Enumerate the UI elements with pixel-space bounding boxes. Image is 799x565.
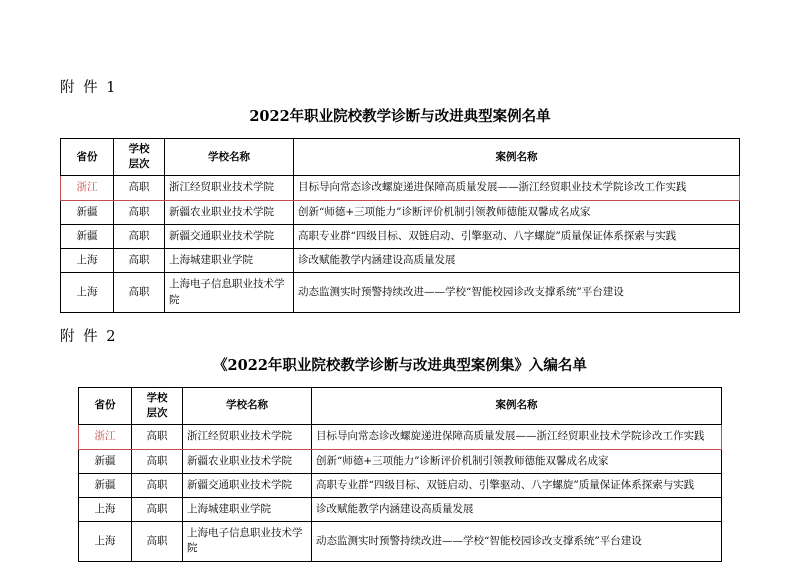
cell-province: 新疆 — [61, 200, 114, 224]
cell-province — [61, 176, 114, 200]
cell-level: 高职 — [114, 200, 165, 224]
column-header-province: 省份 — [61, 139, 114, 176]
column-header-province: 省份 — [79, 387, 132, 424]
cell-level: 高职 — [114, 249, 165, 273]
cell-school: 上海城建职业学院 — [165, 249, 294, 273]
cell-province: 上海 — [79, 497, 132, 521]
attachment-1-title: 2022年职业院校教学诊断与改进典型案例名单 — [249, 108, 551, 126]
table-row — [61, 176, 740, 200]
table-attachment-2 — [78, 387, 722, 562]
column-header-level — [114, 139, 165, 176]
province-text: 浙江 — [76, 181, 98, 194]
cell-case: 诊改赋能教学内涵建设高质量发展 — [312, 497, 722, 521]
table-row — [79, 473, 722, 497]
table-header — [61, 139, 740, 176]
table-row — [61, 224, 740, 248]
cell-case: 创新“师德+三项能力”诊断评价机制引领教师德能双馨成名成家 — [312, 449, 722, 473]
table-row — [79, 497, 722, 521]
table-body — [79, 425, 722, 561]
cell-school: 浙江经贸职业技术学院 — [183, 425, 312, 449]
cell-school: 上海电子信息职业技术学院 — [165, 273, 294, 312]
column-header-level — [132, 387, 183, 424]
column-header-level-line1: 学校 — [128, 143, 150, 156]
table-row — [79, 449, 722, 473]
table-row — [79, 522, 722, 561]
cell-school: 上海电子信息职业技术学院 — [183, 522, 312, 561]
cell-case: 创新“师德+三项能力”诊断评价机制引领教师德能双馨成名成家 — [294, 200, 740, 224]
column-header-case: 案例名称 — [312, 387, 722, 424]
cell-province — [79, 425, 132, 449]
cell-province: 新疆 — [79, 473, 132, 497]
column-header-school: 学校名称 — [183, 387, 312, 424]
province-text: 浙江 — [94, 430, 116, 443]
cell-case: 诊改赋能教学内涵建设高质量发展 — [294, 249, 740, 273]
cell-level: 高职 — [132, 425, 183, 449]
cell-level: 高职 — [132, 522, 183, 561]
cell-level: 高职 — [132, 497, 183, 521]
attachment-1-label: 附 件 1 — [60, 80, 118, 96]
cell-province: 上海 — [79, 522, 132, 561]
table-header — [79, 387, 722, 424]
cell-level: 高职 — [114, 176, 165, 200]
document-body — [60, 78, 740, 562]
table-attachment-2-wrapper — [60, 387, 740, 562]
cell-school: 新疆交通职业技术学院 — [183, 473, 312, 497]
cell-province: 新疆 — [61, 224, 114, 248]
cell-province: 上海 — [61, 249, 114, 273]
attachment-2-title: 《2022年职业院校教学诊断与改进典型案例集》入编名单 — [213, 357, 587, 375]
table-attachment-1 — [60, 138, 740, 313]
cell-school: 新疆农业职业技术学院 — [165, 200, 294, 224]
column-header-school: 学校名称 — [165, 139, 294, 176]
column-header-level-line2: 层次 — [128, 158, 150, 171]
cell-case: 动态监测实时预警持续改进——学校“智能校园诊改支撑系统”平台建设 — [312, 522, 722, 561]
cell-school: 上海城建职业学院 — [183, 497, 312, 521]
cell-province: 上海 — [61, 273, 114, 312]
cell-case: 目标导向常态诊改螺旋递进保障高质量发展——浙江经贸职业技术学院诊改工作实践 — [312, 425, 722, 449]
column-header-level-line1: 学校 — [146, 391, 168, 404]
cell-school: 新疆农业职业技术学院 — [183, 449, 312, 473]
section-attachment-2 — [60, 327, 740, 562]
attachment-2-label: 附 件 2 — [60, 328, 118, 345]
cell-province: 新疆 — [79, 449, 132, 473]
cell-case: 目标导向常态诊改螺旋递进保障高质量发展——浙江经贸职业技术学院诊改工作实践 — [294, 176, 740, 200]
cell-level: 高职 — [132, 473, 183, 497]
cell-case: 动态监测实时预警持续改进——学校“智能校园诊改支撑系统”平台建设 — [294, 273, 740, 312]
cell-case: 高职专业群“四级目标、双链启动、引擎驱动、八字螺旋”质量保证体系探索与实践 — [294, 224, 740, 248]
table-row — [79, 425, 722, 449]
cell-level: 高职 — [114, 273, 165, 312]
table-row — [61, 273, 740, 312]
cell-level: 高职 — [114, 224, 165, 248]
table-header-row — [61, 139, 740, 176]
cell-school: 浙江经贸职业技术学院 — [165, 176, 294, 200]
table-header-row — [79, 387, 722, 424]
cell-case: 高职专业群“四级目标、双链启动、引擎驱动、八字螺旋”质量保证体系探索与实践 — [312, 473, 722, 497]
cell-level: 高职 — [132, 449, 183, 473]
column-header-case: 案例名称 — [294, 139, 740, 176]
section-attachment-1 — [60, 78, 740, 313]
table-row — [61, 200, 740, 224]
cell-school: 新疆交通职业技术学院 — [165, 224, 294, 248]
column-header-level-line2: 层次 — [146, 407, 168, 420]
table-row — [61, 249, 740, 273]
table-body — [61, 176, 740, 312]
